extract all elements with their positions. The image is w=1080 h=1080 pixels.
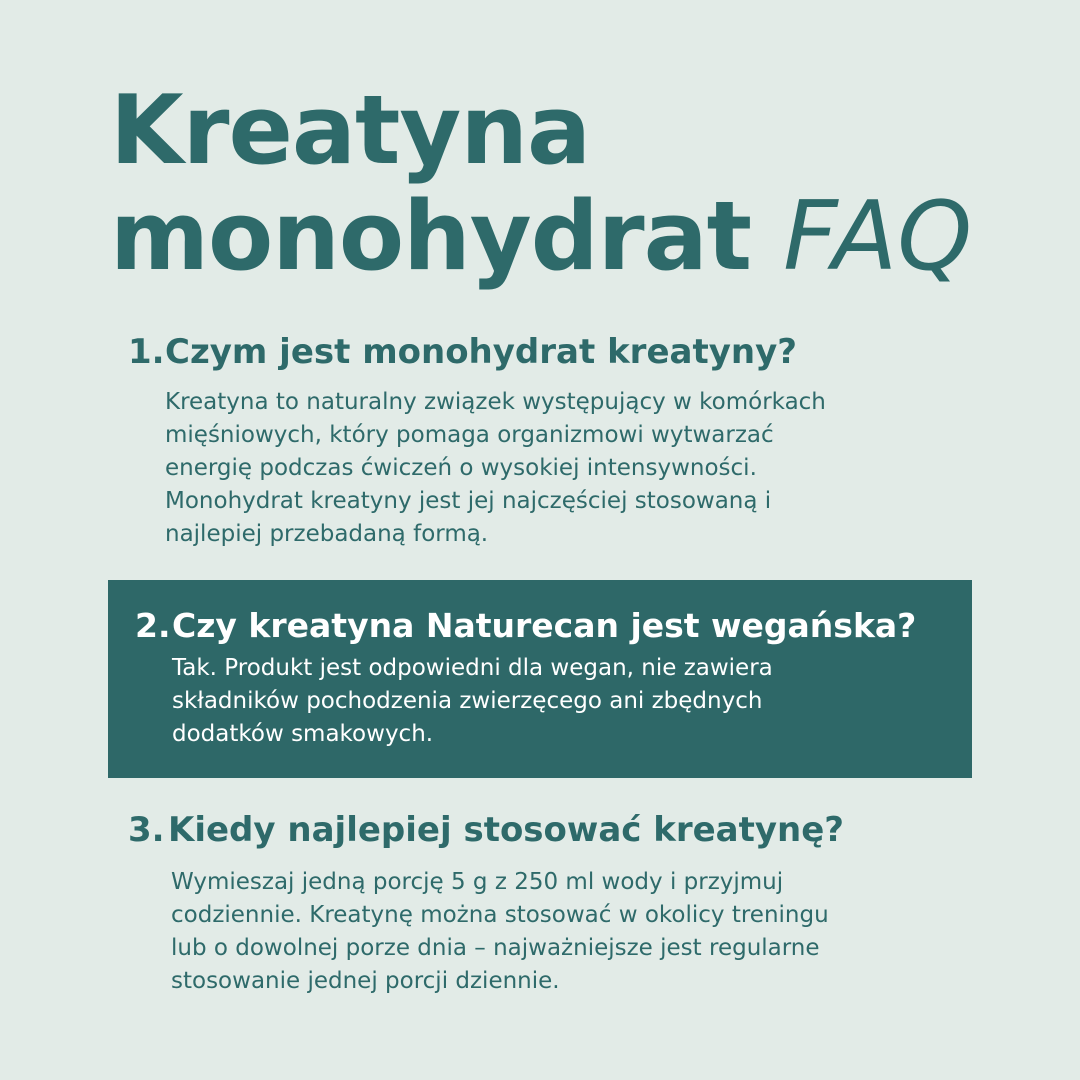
faq-question-text-2: Czy kreatyna Naturecan jest wegańska? <box>172 606 917 645</box>
faq-answer-line: lub o dowolnej porze dnia – najważniejsze jest regularne <box>171 935 820 961</box>
faq-item-1 <box>128 330 826 551</box>
faq-answer-1 <box>165 386 826 551</box>
faq-answer-line: dodatków smakowych. <box>172 721 434 747</box>
faq-item-2 <box>135 604 916 751</box>
faq-answer-line: mięśniowych, który pomaga organizmowi wytwarzać <box>165 422 774 448</box>
faq-answer-line: energię podczas ćwiczeń o wysokiej intensywności. <box>165 455 757 481</box>
faq-answer-3 <box>171 866 844 998</box>
faq-answer-line: Wymieszaj jedną porcję 5 g z 250 ml wody i przyjmuj <box>171 869 784 895</box>
faq-number-1: 1. <box>128 332 165 372</box>
faq-question-text-1: Czym jest monohydrat kreatyny? <box>165 332 797 372</box>
faq-question-1 <box>128 330 826 374</box>
faq-question-text-3: Kiedy najlepiej stosować kreatynę? <box>168 810 845 850</box>
faq-answer-line: Monohydrat kreatyny jest jej najczęściej stosowaną i <box>165 488 772 514</box>
faq-answer-line: Tak. Produkt jest odpowiedni dla wegan, nie zawiera <box>172 655 773 681</box>
title-accent: FAQ <box>783 182 973 292</box>
faq-answer-line: składników pochodzenia zwierzęcego ani zbędnych <box>172 688 763 714</box>
faq-number-3: 3. <box>128 810 165 850</box>
faq-answer-2 <box>172 652 916 751</box>
title-main: monohydrat <box>110 182 752 292</box>
faq-answer-line: najlepiej przebadaną formą. <box>165 521 489 547</box>
faq-item-3 <box>128 808 844 998</box>
title-line-1: Kreatyna <box>110 76 591 186</box>
faq-answer-line: stosowanie jednej porcji dziennie. <box>171 968 560 994</box>
faq-question-3 <box>128 808 844 852</box>
faq-answer-line: codziennie. Kreatynę można stosować w okolicy treningu <box>171 902 829 928</box>
faq-number-2: 2. <box>135 606 171 645</box>
page-title <box>110 78 972 290</box>
faq-question-2 <box>135 604 916 648</box>
faq-answer-line: Kreatyna to naturalny związek występujący w komórkach <box>165 389 826 415</box>
title-line-2 <box>110 184 972 290</box>
